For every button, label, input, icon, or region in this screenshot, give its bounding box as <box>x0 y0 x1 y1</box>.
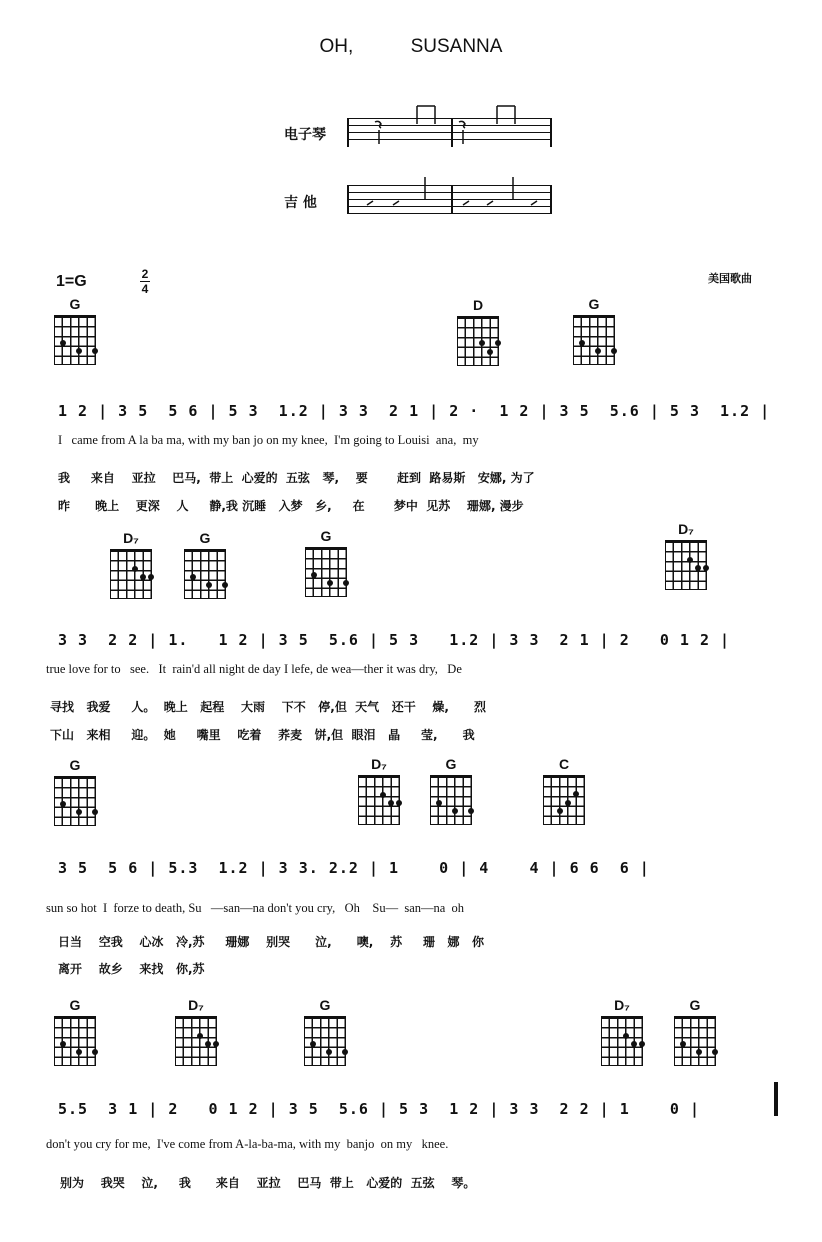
finger-dot <box>579 340 585 346</box>
notation-line: 1 2 | 3 5 5 6 | 5 3 1.2 | 3 3 2 1 | 2 · 1 2 | 3 5 5.6 | 5 3 1.2 | <box>58 402 771 420</box>
fretboard-grid <box>601 1016 643 1066</box>
chord-name: G <box>69 757 81 773</box>
chord-name: D₇ <box>614 997 630 1013</box>
lyric-chinese-verse-2: 昨 晚上 更深 人 静,我 沉睡 入梦 乡, 在 梦中 见苏 珊娜, 漫步 <box>58 499 524 513</box>
lyric-english: don't you cry for me, I've come from A-la-ba-ma, with my banjo on my knee. <box>46 1137 449 1151</box>
finger-dot <box>623 1033 629 1039</box>
finger-dot <box>206 582 212 588</box>
fretboard-grid <box>430 775 472 825</box>
chord-name: D₇ <box>188 997 204 1013</box>
song-title <box>0 36 822 58</box>
chord-name: D <box>472 297 484 313</box>
keyboard-label: 电子琴 <box>284 127 326 143</box>
fretboard-grid <box>573 315 615 365</box>
chord-name: D₇ <box>123 530 139 546</box>
chord-name: D₇ <box>371 756 387 772</box>
finger-dot <box>388 800 394 806</box>
lyric-english: I came from A la ba ma, with my ban jo on my knee, I'm going to Louisi ana, my <box>58 433 479 447</box>
chord-name: G <box>69 296 81 312</box>
chord-diagram-g <box>674 997 716 1066</box>
finger-dot <box>140 574 146 580</box>
time-top: 2 <box>141 267 149 281</box>
chord-diagram-d7 <box>601 997 643 1066</box>
finger-dot <box>326 1049 332 1055</box>
finger-dot <box>468 808 474 814</box>
finger-dot <box>343 580 349 586</box>
finger-dot <box>190 574 196 580</box>
finger-dot <box>396 800 402 806</box>
chord-name: D₇ <box>678 521 694 537</box>
finger-dot <box>92 348 98 354</box>
chord-diagram-g <box>54 296 96 365</box>
final-barline <box>774 1082 778 1116</box>
fretboard-grid <box>110 549 152 599</box>
finger-dot <box>92 1049 98 1055</box>
lyric-chinese-verse-1: 寻找 我爱 人。 晚上 起程 大雨 下不 停,但 天气 还干 燥, 烈 <box>50 700 487 714</box>
chord-name: G <box>320 528 332 544</box>
finger-dot <box>76 809 82 815</box>
keyboard-staff <box>347 118 552 146</box>
finger-dot <box>222 582 228 588</box>
title-word-2: SUSANNA <box>410 36 503 57</box>
notation-line: 5.5 3 1 | 2 0 1 2 | 3 5 5.6 | 5 3 1 2 | 3 3 2 2 | 1 0 | <box>58 1100 700 1118</box>
fretboard-grid <box>54 315 96 365</box>
fretboard-grid <box>54 1016 96 1066</box>
key-signature: 1=G <box>56 273 87 290</box>
finger-dot <box>148 574 154 580</box>
finger-dot <box>327 580 333 586</box>
title-word-1: OH, <box>319 36 354 57</box>
guitar-staff <box>347 185 552 214</box>
lyric-chinese-verse-2: 下山 来相 迎。 她 嘴里 吃着 荞麦 饼,但 眼泪 晶 莹, 我 <box>50 728 475 742</box>
song-origin: 美国歌曲 <box>708 272 752 285</box>
fretboard-grid <box>304 1016 346 1066</box>
finger-dot <box>60 801 66 807</box>
finger-dot <box>197 1033 203 1039</box>
chord-diagram-g <box>573 296 615 365</box>
chord-name: G <box>445 756 457 772</box>
finger-dot <box>60 340 66 346</box>
chord-diagram-g <box>305 528 347 597</box>
lyric-chinese-verse-1: 日当 空我 心冰 冷,苏 珊娜 别哭 泣, 噢, 苏 珊 娜 你 <box>58 935 485 949</box>
chord-diagram-g <box>304 997 346 1066</box>
finger-dot <box>452 808 458 814</box>
fretboard-grid <box>358 775 400 825</box>
time-signature <box>138 268 152 295</box>
fretboard-grid <box>543 775 585 825</box>
lyric-chinese-verse-1: 别为 我哭 泣, 我 来自 亚拉 巴马 带上 心爱的 五弦 琴。 <box>60 1176 476 1190</box>
fretboard-grid <box>54 776 96 826</box>
lyric-english: true love for to see. It rain'd all night de day I lefe, de wea—ther it was dry, De <box>46 662 462 676</box>
finger-dot <box>695 565 701 571</box>
lyric-chinese-verse-1: 我 来自 亚拉 巴马, 带上 心爱的 五弦 琴, 要 赶到 路易斯 安娜, 为了 <box>58 471 535 485</box>
finger-dot <box>557 808 563 814</box>
finger-dot <box>680 1041 686 1047</box>
lyric-english: sun so hot I forze to death, Su —san—na don't you cry, Oh Su— san—na oh <box>46 901 465 915</box>
finger-dot <box>631 1041 637 1047</box>
chord-diagram-d7 <box>358 756 400 825</box>
finger-dot <box>311 572 317 578</box>
chord-name: G <box>689 997 701 1013</box>
guitar-label: 吉 他 <box>284 195 317 211</box>
chord-name: C <box>558 756 570 772</box>
finger-dot <box>60 1041 66 1047</box>
fretboard-grid <box>175 1016 217 1066</box>
chord-diagram-c <box>543 756 585 825</box>
chord-diagram-d7 <box>110 530 152 599</box>
fretboard-grid <box>674 1016 716 1066</box>
finger-dot <box>595 348 601 354</box>
finger-dot <box>495 340 501 346</box>
finger-dot <box>310 1041 316 1047</box>
finger-dot <box>573 791 579 797</box>
finger-dot <box>205 1041 211 1047</box>
finger-dot <box>342 1049 348 1055</box>
finger-dot <box>487 349 493 355</box>
finger-dot <box>565 800 571 806</box>
finger-dot <box>76 1049 82 1055</box>
fretboard-grid <box>457 316 499 366</box>
chord-diagram-g <box>430 756 472 825</box>
finger-dot <box>479 340 485 346</box>
chord-name: G <box>588 296 600 312</box>
chord-diagram-g <box>184 530 226 599</box>
finger-dot <box>696 1049 702 1055</box>
guitar-rhythm-icon <box>347 175 552 215</box>
chord-name: G <box>319 997 331 1013</box>
chord-name: G <box>199 530 211 546</box>
fretboard-grid <box>305 547 347 597</box>
keyboard-rhythm-icon <box>347 104 552 148</box>
finger-dot <box>687 557 693 563</box>
chord-diagram-d7 <box>665 521 707 590</box>
finger-dot <box>213 1041 219 1047</box>
time-bottom: 4 <box>141 282 149 296</box>
finger-dot <box>132 566 138 572</box>
chord-diagram-d <box>457 297 499 366</box>
finger-dot <box>639 1041 645 1047</box>
chord-diagram-g <box>54 997 96 1066</box>
chord-diagram-d7 <box>175 997 217 1066</box>
chord-name: G <box>69 997 81 1013</box>
notation-line: 3 5 5 6 | 5.3 1.2 | 3 3. 2.2 | 1 0 | 4 4 | 6 6 6 | <box>58 859 650 877</box>
fretboard-grid <box>184 549 226 599</box>
chord-diagram-g <box>54 757 96 826</box>
finger-dot <box>76 348 82 354</box>
notation-line: 3 3 2 2 | 1. 1 2 | 3 5 5.6 | 5 3 1.2 | 3 3 2 1 | 2 0 1 2 | <box>58 631 731 649</box>
fretboard-grid <box>665 540 707 590</box>
lyric-chinese-verse-2: 离开 故乡 来找 你,苏 <box>58 962 205 976</box>
finger-dot <box>703 565 709 571</box>
finger-dot <box>92 809 98 815</box>
finger-dot <box>436 800 442 806</box>
finger-dot <box>611 348 617 354</box>
finger-dot <box>380 792 386 798</box>
finger-dot <box>712 1049 718 1055</box>
